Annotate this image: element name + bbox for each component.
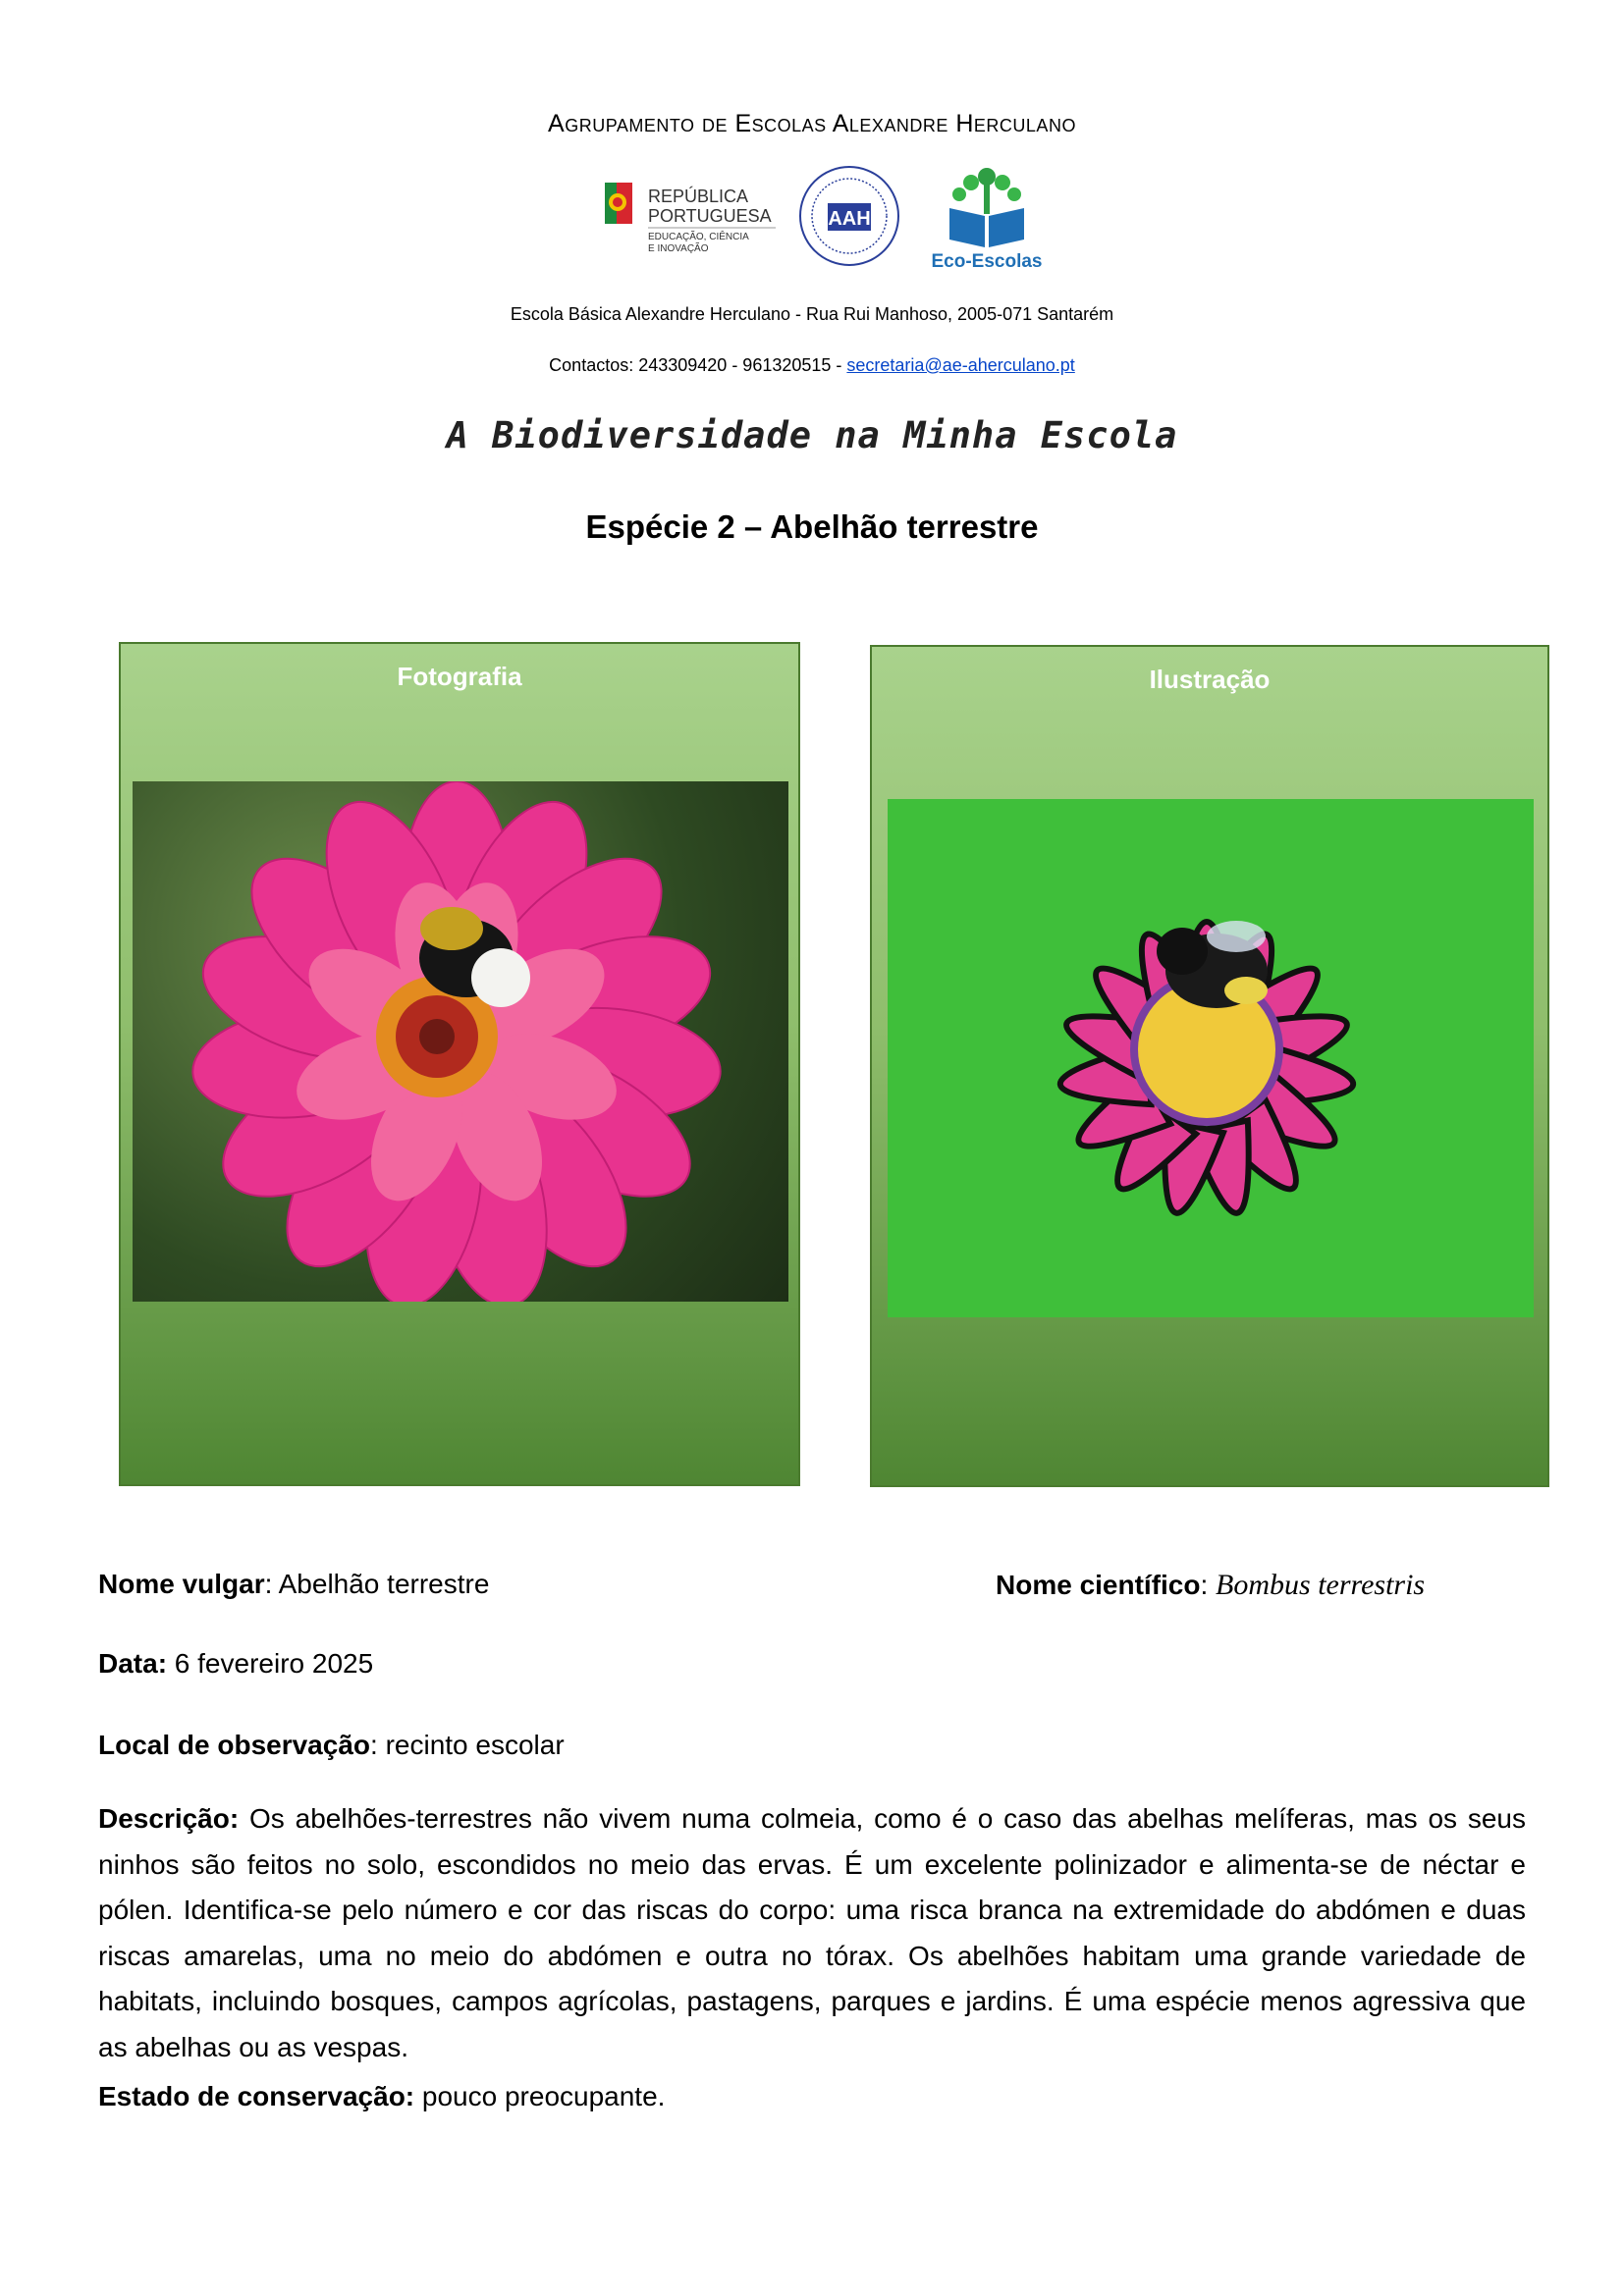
- bee-illustration: [888, 799, 1534, 1317]
- bee-photo: [133, 781, 788, 1302]
- eco-escolas-text: Eco-Escolas: [931, 251, 1043, 272]
- location-label: Local de observação: [98, 1730, 371, 1760]
- eco-escolas-logo: [928, 157, 1046, 275]
- document-title: A Biodiversidade na Minha Escola: [446, 414, 1178, 456]
- contacts-phones: Contactos: 243309420 - 961320515 -: [549, 355, 847, 375]
- school-address: Escola Básica Alexandre Herculano - Rua Rui Manhoso, 2005-071 Santarém: [510, 304, 1114, 324]
- republica-line1: REPÚBLICA: [648, 187, 749, 206]
- location-value: recinto escolar: [385, 1730, 565, 1760]
- republica-line2: PORTUGUESA: [648, 206, 772, 226]
- conservation-status-label: Estado de conservação:: [98, 2081, 415, 2111]
- scientific-name-label: Nome científico: [996, 1570, 1201, 1600]
- republica-sub1: EDUCAÇÃO, CIÊNCIA: [648, 232, 749, 242]
- logos-row: [0, 157, 1624, 275]
- scientific-name-row: Nome científico: Bombus terrestris: [996, 1569, 1426, 1601]
- flower-illustration-drawing: [888, 799, 1534, 1317]
- school-group-name: Agrupamento de Escolas Alexandre Herculano: [548, 110, 1076, 137]
- scientific-name-value: Bombus terrestris: [1216, 1569, 1426, 1601]
- common-name-row: Nome vulgar: Abelhão terrestre: [98, 1569, 490, 1599]
- republica-sub2: E INOVAÇÃO: [648, 243, 709, 253]
- common-name-value: Abelhão terrestre: [278, 1569, 490, 1599]
- school-group-header: [0, 110, 1624, 138]
- description-value: Os abelhões-terrestres não vivem numa colmeia, como é o caso das abelhas melíferas, mas os seus ninhos são feitos no solo, escondidos no meio das ervas. É um excelente polinizador e alimenta-se de néctar e pólen. Identifica-se pelo número e cor das riscas do corpo: uma risca branca na extremidade do abdómen e duas riscas amarelas, uma no meio do abdómen e outra no tórax. Os abelhões habitam uma grande variedade de habitats, incluindo bosques, campos agrícolas, pastagens, parques e jardins. É uma espécie menos agressiva que as abelhas ou as vespas.: [98, 1803, 1526, 2062]
- description-label: Descrição:: [98, 1803, 240, 1834]
- date-label: Data:: [98, 1648, 168, 1679]
- illustration-card-label: Ilustração: [1149, 665, 1271, 694]
- species-heading: Espécie 2 – Abelhão terrestre: [585, 508, 1039, 545]
- conservation-status-value: pouco preocupante.: [421, 2081, 666, 2111]
- school-seal-logo: [795, 162, 903, 270]
- illustration-card: [870, 645, 1549, 1487]
- seal-initials: AAH: [828, 208, 871, 230]
- description-paragraph: [98, 1796, 1526, 2070]
- date-row: [98, 1648, 373, 1680]
- flower-photo-drawing: [133, 781, 788, 1302]
- email-link[interactable]: secretaria@ae-aherculano.pt: [846, 355, 1075, 375]
- date-value: 6 fevereiro 2025: [174, 1648, 374, 1679]
- republica-portuguesa-logo: [599, 175, 785, 253]
- location-row: Local de observação: recinto escolar: [98, 1730, 565, 1760]
- common-name-label: Nome vulgar: [98, 1569, 265, 1599]
- photo-card: [119, 642, 800, 1486]
- photo-card-label: Fotografia: [397, 662, 522, 691]
- contacts-line: [0, 355, 1624, 376]
- conservation-status-row: [98, 2081, 665, 2112]
